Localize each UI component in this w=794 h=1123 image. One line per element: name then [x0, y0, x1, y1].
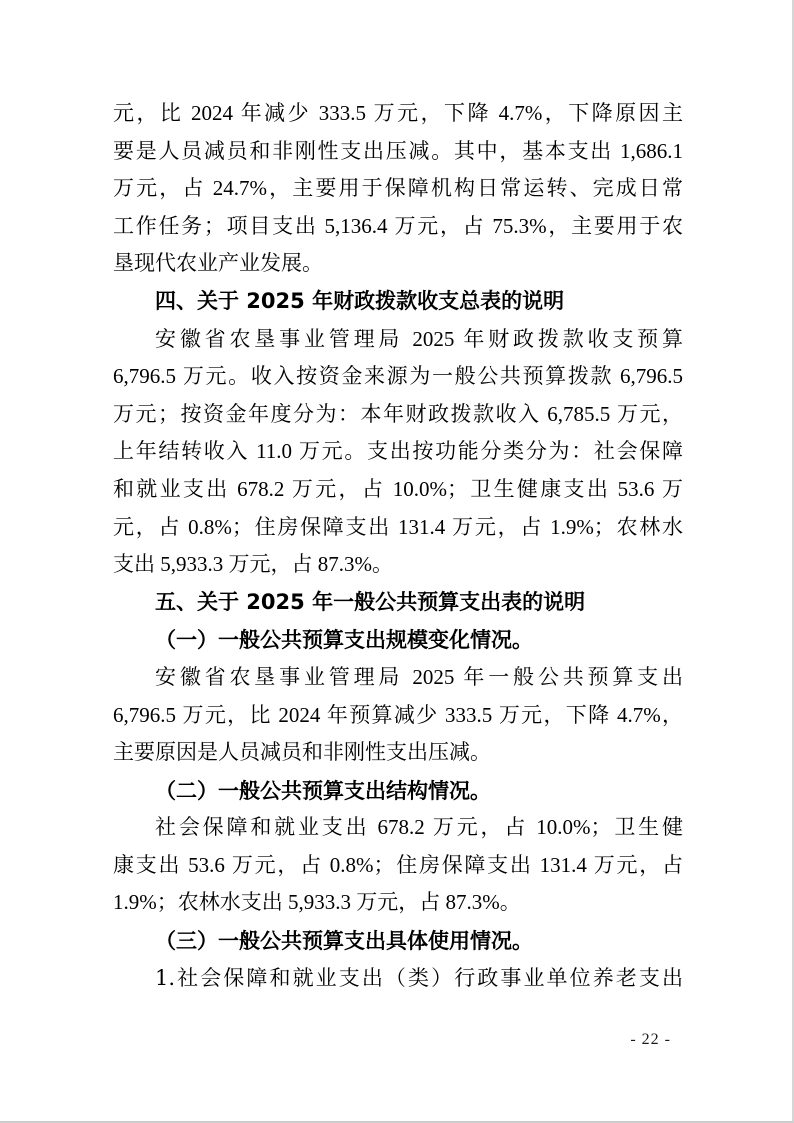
paragraph-item-1-social-security: [113, 960, 683, 998]
text-line: 康支出 53.6 万元，占 0.8%；住房保障支出 131.4 万元，占: [113, 852, 683, 877]
text-line: 四、关于 2025 年财政拨款收支总表的说明: [155, 288, 565, 313]
paragraph-basic-project-expense: [113, 95, 683, 283]
text-line: 元，比 2024 年减少 333.5 万元，下降 4.7%，下降原因主: [113, 101, 683, 125]
heading-section-5: [113, 584, 683, 622]
text-line: 万元，占 24.7%，主要用于保障机构日常运转、完成日常: [113, 176, 683, 201]
page-number: - 22 -: [630, 1031, 671, 1048]
text-line: 6,796.5 万元，比 2024 年预算减少 333.5 万元，下降 4.7%，: [113, 702, 683, 727]
text-line: 万元；按资金年度分为：本年财政拨款收入 6,785.5 万元，: [113, 401, 683, 426]
text-line: 上年结转收入 11.0 万元。支出按功能分类分为：社会保障: [113, 439, 683, 464]
paragraph-fiscal-appropriation-summary: [113, 321, 683, 584]
text-line: 安徽省农垦事业管理局 2025 年一般公共预算支出: [155, 664, 683, 689]
text-line: （二）一般公共预算支出结构情况。: [155, 777, 491, 803]
subheading-2-structure: [113, 772, 683, 810]
paragraph-budget-scale-change: [113, 659, 683, 772]
text-line: 主要原因是人员减员和非刚性支出压减。: [113, 740, 491, 765]
text-line: 1.9%；农林水支出 5,933.3 万元，占 87.3%。: [113, 890, 521, 915]
text-line: 垦现代农业产业发展。: [113, 251, 323, 276]
text-line: 五、关于 2025 年一般公共预算支出表的说明: [155, 589, 586, 614]
text-line: 安徽省农垦事业管理局 2025 年财政拨款收支预算: [155, 326, 683, 351]
text-line: （一）一般公共预算支出规模变化情况。: [155, 627, 533, 653]
paragraph-budget-structure: [113, 809, 683, 922]
subheading-1-scale-change: [113, 621, 683, 659]
text-line: 6,796.5 万元。收入按资金来源为一般公共预算拨款 6,796.5: [113, 364, 683, 389]
text-line: 1.社会保障和就业支出（类）行政事业单位养老支出: [155, 965, 683, 990]
text-line: 要是人员减员和非刚性支出压减。其中，基本支出 1,686.1: [113, 138, 683, 163]
subheading-3-specific-usage: [113, 922, 683, 960]
heading-section-4: [113, 283, 683, 321]
document-body: [113, 95, 683, 997]
text-line: 支出 5,933.3 万元，占 87.3%。: [113, 552, 393, 577]
text-line: 元，占 0.8%；住房保障支出 131.4 万元，占 1.9%；农林水: [113, 514, 683, 539]
text-line: （三）一般公共预算支出具体使用情况。: [155, 928, 533, 954]
text-line: 社会保障和就业支出 678.2 万元，占 10.0%；卫生健: [155, 815, 683, 840]
text-line: 工作任务；项目支出 5,136.4 万元，占 75.3%，主要用于农: [113, 213, 683, 238]
text-line: 和就业支出 678.2 万元，占 10.0%；卫生健康支出 53.6 万: [113, 476, 683, 501]
